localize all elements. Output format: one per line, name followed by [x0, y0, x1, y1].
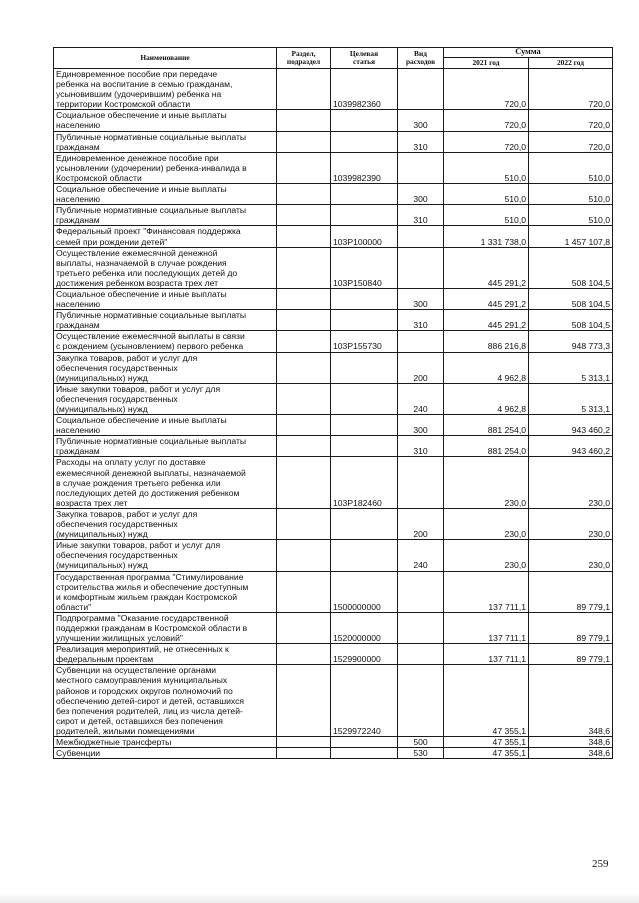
row-target: 103P100000: [331, 226, 398, 247]
table-row: [54, 737, 613, 748]
row-sum-2022: 348,6: [529, 737, 613, 748]
table-row: [54, 612, 613, 643]
row-kind: 300: [398, 288, 444, 309]
row-section: [277, 571, 331, 612]
row-target: [331, 131, 398, 152]
row-target: [331, 310, 398, 331]
row-name: Закупка товаров, работ и услуг для обеспечения государственных (муниципальных) нужд: [54, 508, 277, 539]
row-sum-2022: 510,0: [529, 205, 613, 226]
row-name: Реализация мероприятий, не отнесенных к федеральным проектам: [54, 644, 277, 665]
row-target: [331, 352, 398, 383]
table-row: [54, 247, 613, 288]
row-target: [331, 110, 398, 131]
row-section: [277, 415, 331, 436]
row-name: Иные закупки товаров, работ и услуг для обеспечения государственных (муниципальных) нужд: [54, 383, 277, 414]
row-section: [277, 247, 331, 288]
row-sum-2022: 5 313,1: [529, 383, 613, 414]
row-sum-2022: 508 104,5: [529, 310, 613, 331]
row-sum-2021: 47 355,1: [444, 748, 529, 759]
row-kind: [398, 69, 444, 110]
row-sum-2021: 4 962,8: [444, 352, 529, 383]
row-name: Иные закупки товаров, работ и услуг для обеспечения государственных (муниципальных) нужд: [54, 540, 277, 571]
row-sum-2022: 943 460,2: [529, 436, 613, 457]
row-target: 1500000000: [331, 571, 398, 612]
row-name: Публичные нормативные социальные выплаты гражданам: [54, 131, 277, 152]
row-kind: 300: [398, 415, 444, 436]
table-row: [54, 571, 613, 612]
row-target: [331, 415, 398, 436]
row-kind: 310: [398, 310, 444, 331]
table-row: [54, 288, 613, 309]
table-row: [54, 457, 613, 508]
row-target: [331, 205, 398, 226]
row-sum-2021: 510,0: [444, 184, 529, 205]
row-kind: [398, 612, 444, 643]
row-kind: [398, 665, 444, 737]
table-row: [54, 331, 613, 352]
table-row: [54, 748, 613, 759]
row-sum-2022: 508 104,5: [529, 288, 613, 309]
row-sum-2022: 89 779,1: [529, 612, 613, 643]
row-name: Социальное обеспечение и иные выплаты населению: [54, 184, 277, 205]
row-kind: 200: [398, 508, 444, 539]
budget-table: [53, 47, 613, 759]
row-section: [277, 288, 331, 309]
row-sum-2021: 445 291,2: [444, 288, 529, 309]
table-row: [54, 352, 613, 383]
row-kind: 240: [398, 540, 444, 571]
row-section: [277, 152, 331, 183]
row-target: [331, 383, 398, 414]
row-target: 1039982390: [331, 152, 398, 183]
row-section: [277, 508, 331, 539]
row-kind: 300: [398, 184, 444, 205]
row-name: Публичные нормативные социальные выплаты гражданам: [54, 310, 277, 331]
row-section: [277, 226, 331, 247]
row-section: [277, 644, 331, 665]
row-sum-2021: 881 254,0: [444, 436, 529, 457]
row-kind: 310: [398, 436, 444, 457]
row-sum-2022: 943 460,2: [529, 415, 613, 436]
row-sum-2022: 720,0: [529, 69, 613, 110]
row-sum-2022: 89 779,1: [529, 571, 613, 612]
row-section: [277, 205, 331, 226]
row-name: Государственная программа "Стимулирование строительства жилья и обеспечение доступным и комфортным жильем граждан Костромской области": [54, 571, 277, 612]
row-sum-2022: 1 457 107,8: [529, 226, 613, 247]
row-name: Федеральный проект "Финансовая поддержка семей при рождении детей": [54, 226, 277, 247]
table-row: [54, 310, 613, 331]
row-kind: 310: [398, 131, 444, 152]
row-sum-2021: 886 216,8: [444, 331, 529, 352]
header-target: Целевая статья: [331, 48, 398, 69]
row-sum-2021: 230,0: [444, 508, 529, 539]
table-row: [54, 665, 613, 737]
row-kind: 310: [398, 205, 444, 226]
table-row: [54, 644, 613, 665]
table-row: [54, 205, 613, 226]
row-name: Публичные нормативные социальные выплаты гражданам: [54, 205, 277, 226]
table-row: [54, 226, 613, 247]
row-sum-2022: 89 779,1: [529, 644, 613, 665]
table-row: [54, 152, 613, 183]
row-sum-2022: 720,0: [529, 110, 613, 131]
row-name: Осуществление ежемесячной выплаты в связи с рождением (усыновлением) первого ребенка: [54, 331, 277, 352]
row-section: [277, 69, 331, 110]
row-sum-2021: 445 291,2: [444, 247, 529, 288]
row-sum-2022: 230,0: [529, 508, 613, 539]
row-name: Публичные нормативные социальные выплаты гражданам: [54, 436, 277, 457]
row-kind: 200: [398, 352, 444, 383]
row-section: [277, 737, 331, 748]
row-sum-2022: 348,6: [529, 748, 613, 759]
row-sum-2022: 5 313,1: [529, 352, 613, 383]
row-kind: [398, 152, 444, 183]
table-body: [54, 69, 613, 759]
table-row: [54, 184, 613, 205]
row-target: [331, 737, 398, 748]
row-name: Социальное обеспечение и иные выплаты населению: [54, 288, 277, 309]
row-target: [331, 508, 398, 539]
row-sum-2021: 47 355,1: [444, 665, 529, 737]
row-kind: 530: [398, 748, 444, 759]
row-sum-2021: 510,0: [444, 205, 529, 226]
row-section: [277, 184, 331, 205]
row-target: [331, 288, 398, 309]
header-kind: Вид расходов: [398, 48, 444, 69]
row-section: [277, 540, 331, 571]
row-section: [277, 436, 331, 457]
row-target: [331, 184, 398, 205]
row-sum-2021: 137 711,1: [444, 612, 529, 643]
row-kind: [398, 226, 444, 247]
row-target: 103P182460: [331, 457, 398, 508]
row-sum-2022: 348,6: [529, 665, 613, 737]
row-name: Социальное обеспечение и иные выплаты населению: [54, 110, 277, 131]
table-header: [54, 48, 613, 69]
row-target: 103P155730: [331, 331, 398, 352]
row-sum-2021: 137 711,1: [444, 571, 529, 612]
row-target: [331, 748, 398, 759]
row-sum-2021: 230,0: [444, 457, 529, 508]
row-sum-2022: 510,0: [529, 184, 613, 205]
row-sum-2021: 4 962,8: [444, 383, 529, 414]
row-sum-2022: 230,0: [529, 457, 613, 508]
row-target: 1529972240: [331, 665, 398, 737]
table-row: [54, 415, 613, 436]
row-sum-2021: 47 355,1: [444, 737, 529, 748]
row-sum-2022: 948 773,3: [529, 331, 613, 352]
row-name: Расходы на оплату услуг по доставке ежемесячной денежной выплаты, назначаемой в случае рождения третьего ребенка или последующих детей до достижения ребенком возраста трех лет: [54, 457, 277, 508]
row-kind: [398, 644, 444, 665]
table-row: [54, 383, 613, 414]
row-target: 1520000000: [331, 612, 398, 643]
table-row: [54, 131, 613, 152]
row-target: 1039982360: [331, 69, 398, 110]
row-sum-2021: 1 331 738,0: [444, 226, 529, 247]
row-section: [277, 310, 331, 331]
row-kind: [398, 247, 444, 288]
row-section: [277, 131, 331, 152]
row-sum-2021: 881 254,0: [444, 415, 529, 436]
table-row: [54, 110, 613, 131]
row-name: Единовременное пособие при передаче ребенка на воспитание в семью гражданам, усыновившим (удочерившим) ребенка на территории Костромской области: [54, 69, 277, 110]
row-sum-2021: 137 711,1: [444, 644, 529, 665]
row-section: [277, 748, 331, 759]
row-target: 103P150840: [331, 247, 398, 288]
row-kind: [398, 457, 444, 508]
row-name: Единовременное денежное пособие при усыновлении (удочерении) ребенка-инвалида в Костромской области: [54, 152, 277, 183]
table-row: [54, 540, 613, 571]
row-name: Осуществление ежемесячной денежной выплаты, назначаемой в случае рождения третьего ребенка или последующих детей до достижения ребенком возраста трех лет: [54, 247, 277, 288]
row-name: Субвенции на осуществление органами местного самоуправления муниципальных районов и городских округов полномочий по обеспечению детей-сирот и детей, оставшихся без попечения родителей, лиц из числа детей- сирот и детей, оставшихся без попечения родителей, жилыми помещениями: [54, 665, 277, 737]
table-row: [54, 508, 613, 539]
header-section: Раздел, подраздел: [277, 48, 331, 69]
scan-edge: [0, 893, 639, 903]
row-kind: 500: [398, 737, 444, 748]
row-target: [331, 540, 398, 571]
header-year-2022: 2022 год: [529, 58, 613, 69]
row-section: [277, 457, 331, 508]
header-name: Наименование: [54, 48, 277, 69]
row-sum-2021: 230,0: [444, 540, 529, 571]
table-row: [54, 69, 613, 110]
row-sum-2021: 720,0: [444, 69, 529, 110]
row-section: [277, 612, 331, 643]
header-sum: Сумма: [444, 48, 613, 58]
row-section: [277, 383, 331, 414]
row-name: Социальное обеспечение и иные выплаты населению: [54, 415, 277, 436]
row-target: [331, 436, 398, 457]
row-section: [277, 110, 331, 131]
row-section: [277, 331, 331, 352]
row-kind: [398, 331, 444, 352]
row-kind: 240: [398, 383, 444, 414]
row-sum-2022: 508 104,5: [529, 247, 613, 288]
table-row: [54, 436, 613, 457]
row-sum-2022: 230,0: [529, 540, 613, 571]
page-number: 259: [592, 858, 609, 870]
row-sum-2021: 720,0: [444, 110, 529, 131]
row-section: [277, 352, 331, 383]
row-name: Субвенции: [54, 748, 277, 759]
row-kind: 300: [398, 110, 444, 131]
row-kind: [398, 571, 444, 612]
row-sum-2021: 445 291,2: [444, 310, 529, 331]
row-name: Межбюджетные трансферты: [54, 737, 277, 748]
row-sum-2022: 720,0: [529, 131, 613, 152]
row-sum-2021: 510,0: [444, 152, 529, 183]
row-name: Подпрограмма "Оказание государственной поддержки гражданам в Костромской области в улучшении жилищных условий": [54, 612, 277, 643]
row-sum-2022: 510,0: [529, 152, 613, 183]
row-name: Закупка товаров, работ и услуг для обеспечения государственных (муниципальных) нужд: [54, 352, 277, 383]
row-target: 1529900000: [331, 644, 398, 665]
row-section: [277, 665, 331, 737]
header-year-2021: 2021 год: [444, 58, 529, 69]
row-sum-2021: 720,0: [444, 131, 529, 152]
